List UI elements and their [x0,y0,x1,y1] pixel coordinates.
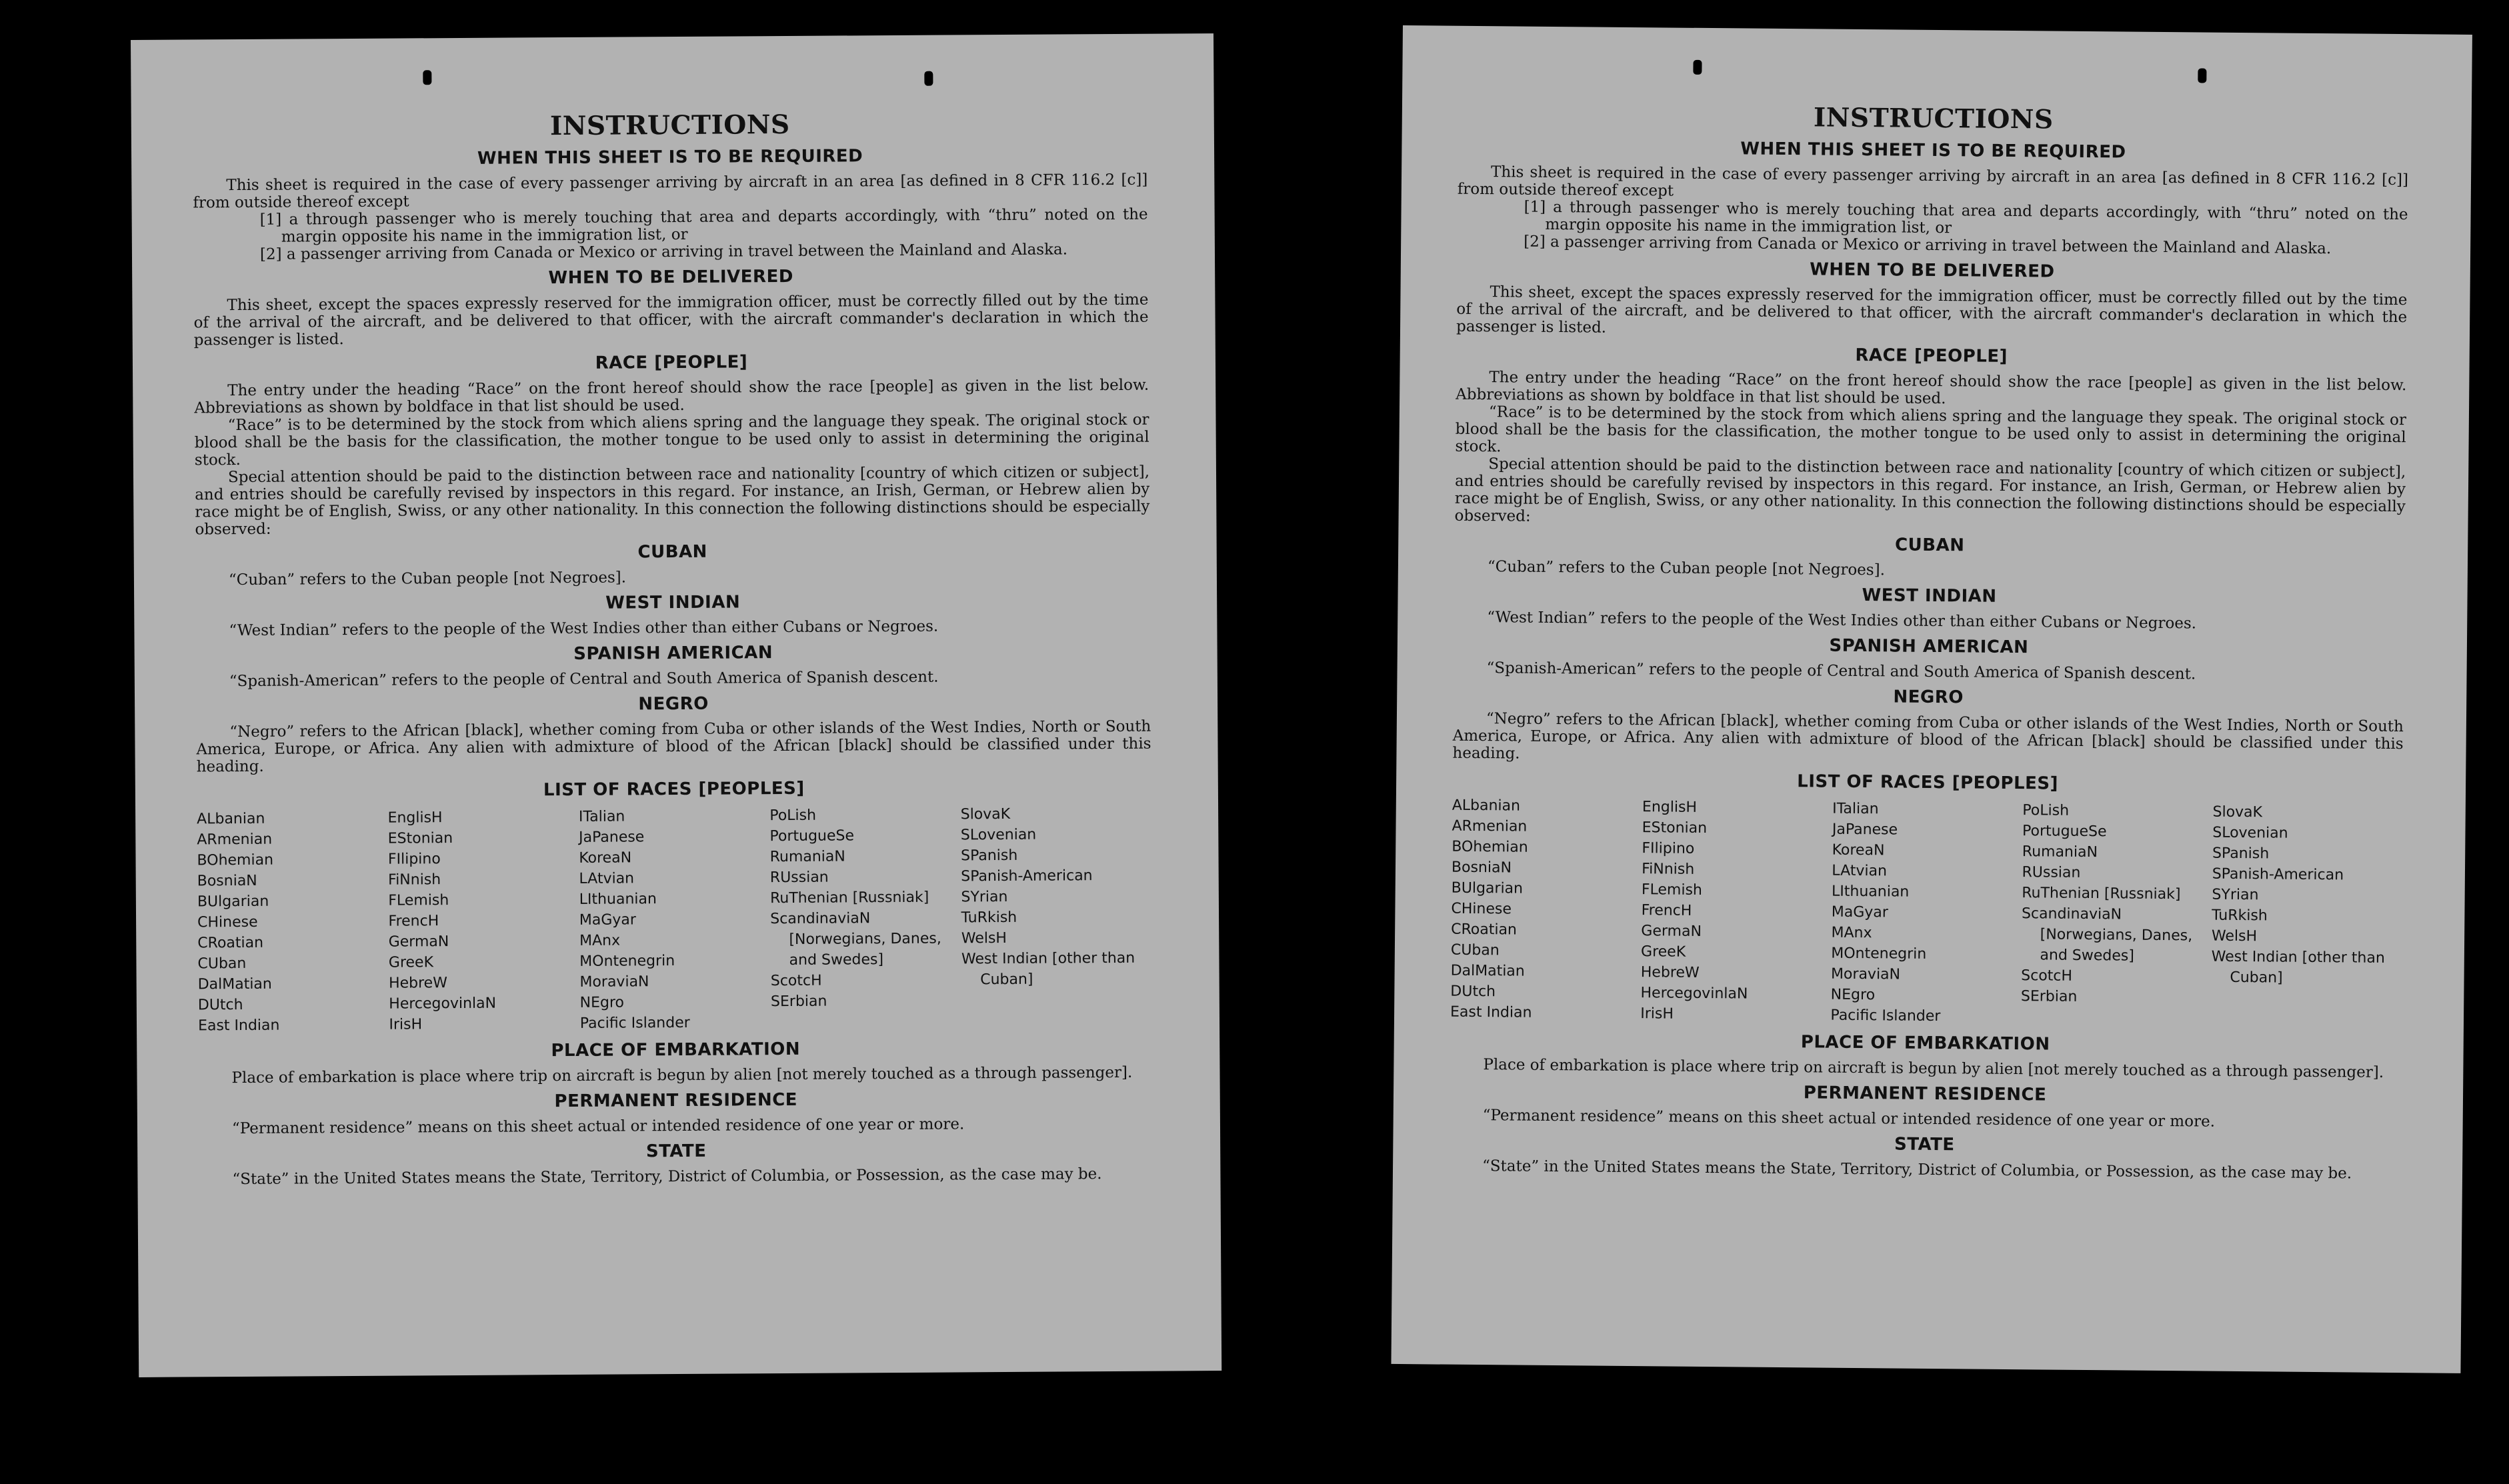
race-entry: ARmenian [1452,817,1528,835]
race-entry: LAtvian [1832,862,1888,880]
race-entry: West Indian [other than Cuban] [961,949,1135,989]
race-entry: EnglisH [1642,799,1698,816]
races-column [769,804,961,1033]
race-entry: HercegovinlaN [389,995,497,1013]
section-heading-embarkation: PLACE OF EMBARKATION [551,1039,801,1061]
race-entry: GermaN [1641,923,1702,940]
race-entry: PortugueSe [769,827,855,845]
races-column [387,807,579,1035]
race-entry: IrisH [1640,1005,1674,1023]
race-entry: Pacific Islander [579,1014,690,1032]
race-entry: PoLish [2022,802,2070,819]
race-entry: EStonian [1642,819,1708,837]
race-entry: DalMatian [1450,962,1525,980]
race-entry: DUtch [197,996,243,1014]
race-entry: FiNnish [1642,861,1695,878]
race-entry: BOhemian [1452,838,1528,856]
race-entry: RumaniaN [769,848,845,866]
punch-hole [423,70,431,85]
race-entry: LIthuanian [1831,883,1910,901]
race-entry: SLovenian [960,826,1037,844]
race-entry: Pacific Islander [1830,1007,1941,1025]
races-column [961,803,1153,1032]
section-heading-state: STATE [1894,1134,1955,1155]
embarkation-text: Place of embarkation is place where trip on aircraft is begun by alien [not merely touched as a through passenger]. [231,1063,1133,1087]
race-entry: ScotcH [2021,967,2073,985]
spanish-american-text: “Spanish-American” refers to the people of Central and South America of Spanish descent. [229,668,939,691]
races-column [579,805,771,1034]
section-heading-delivered: WHEN TO BE DELIVERED [1810,259,2055,282]
races-column [197,808,389,1037]
race-entry: SErbian [2020,988,2078,1005]
race-entry: SPanish-American [2212,865,2344,884]
race-entry: SYrian [961,888,1008,906]
race-entry: FIlipino [1642,840,1695,857]
race-entry: MOntenegrin [1831,945,1927,963]
race-entry: ITalian [578,808,625,825]
race-entry: SErbian [770,993,827,1011]
races-column [1450,795,1642,1024]
race-entry: East Indian [197,1017,280,1035]
race-paragraph-1: The entry under the heading “Race” on the front hereof should show the race [people] as given in the list below. Abbreviations as shown by boldface in that list should be used. [1456,369,2407,408]
required-item-1: [1] a through passenger who is merely touching that area and departs accordingly, with “thru” noted on the margin opposite his name in the immigration list, or [259,205,1148,246]
race-entry: NEgro [1830,986,1876,1004]
required-text: This sheet is required in the case of every passenger arriving by aircraft in an area [as defined in 8 CFR 116.2 [c]] from outside thereof except [193,171,1148,212]
section-heading-residence: PERMANENT RESIDENCE [1803,1083,2047,1105]
punch-hole [1693,60,1702,75]
race-entry: HercegovinlaN [1640,985,1748,1003]
race-entry: RUssian [769,869,829,887]
race-entry: SPanish-American [961,867,1093,885]
section-heading-cuban: CUBAN [637,541,708,563]
race-entry: GreeK [388,954,434,971]
races-list [197,803,1153,1037]
race-entry: CUban [1450,941,1500,959]
race-entry: CHinese [197,913,258,931]
race-entry: EnglisH [387,809,443,827]
race-paragraph-1: The entry under the heading “Race” on the front hereof should show the race [people] as given in the list below. Abbreviations as shown by boldface in that list should be used. [194,376,1149,417]
race-entry: LIthuanian [579,891,657,908]
race-entry: MAnx [1831,924,1872,942]
race-entry: RuThenian [Russniak] [2022,885,2181,903]
race-entry: MoraviaN [579,973,649,991]
embarkation-text: Place of embarkation is place where trip on aircraft is begun by alien [not merely touched as a through passenger]. [1483,1056,2384,1081]
race-paragraph-3: Special attention should be paid to the distinction between race and nationality [country of which citizen or subject], and entries should be carefully revised by inspectors in this regard. For instance, an Irish, German, or Hebrew alien by race might be of English, Swiss, or any other nationality. In this connection the following distinctions should be especially observed: [195,463,1150,539]
delivered-text: This sheet, except the spaces expressly reserved for the immigration officer, must be correctly filled out by the time of the arrival of the aircraft, and be delivered to that officer, with the aircraft commander's declaration in which the passenger is listed. [1456,283,2408,337]
punch-hole [924,71,933,86]
race-entry: MAnx [579,932,621,949]
races-column [1830,799,2022,1027]
race-entry: JaPanese [579,829,645,846]
race-entry: SlovaK [960,805,1011,823]
race-entry: CHinese [1451,900,1512,918]
race-entry: BosniaN [197,872,257,890]
race-entry: HebreW [388,975,448,992]
race-entry: GreeK [1640,943,1686,961]
page-title: INSTRUCTIONS [549,109,790,142]
section-heading-negro: NEGRO [638,693,709,715]
race-paragraph-2: “Race” is to be determined by the stock from which aliens spring and the language they speak. The original stock or blood shall be the basis for the classification, the mother tongue to be used only to assist in determining the original stock. [194,411,1149,469]
races-column [1640,797,1832,1025]
races-column [2021,800,2213,1029]
race-entry: ITalian [1832,800,1879,818]
section-heading-list-of-races: LIST OF RACES [PEOPLES] [543,778,805,801]
race-entry: FLemish [1641,881,1703,899]
race-entry: CUban [197,955,247,973]
page-title: INSTRUCTIONS [1813,102,2054,135]
race-entry: BUlgarian [1451,879,1524,897]
race-entry: NEgro [579,994,625,1011]
race-entry: PortugueSe [2022,823,2107,841]
section-heading-spanish-american: SPANISH AMERICAN [573,643,773,664]
race-entry: JaPanese [1832,821,1898,839]
section-heading-west-indian: WEST INDIAN [1862,585,1997,607]
residence-text: “Permanent residence” means on this sheet actual or intended residence of one year or more. [1482,1107,2216,1131]
section-heading-list-of-races: LIST OF RACES [PEOPLES] [1797,771,2059,794]
section-heading-negro: NEGRO [1893,687,1964,708]
punch-hole [2198,68,2206,83]
race-entry: DUtch [1450,983,1496,1001]
race-entry: KoreaN [1832,841,1885,859]
race-entry: ALbanian [197,810,265,828]
required-item-2: [2] a passenger arriving from Canada or Mexico or arriving in travel between the Mainland and Alaska. [1524,233,2332,258]
document-page-right [1391,25,2472,1373]
section-heading-cuban: CUBAN [1894,535,1965,556]
race-entry: LAtvian [579,870,635,887]
race-entry: WelsH [961,929,1007,947]
section-heading-delivered: WHEN TO BE DELIVERED [548,266,793,289]
race-entry: GermaN [388,933,449,951]
race-entry: RumaniaN [2022,843,2098,861]
race-entry: RuThenian [Russniak] [769,889,929,907]
race-entry: West Indian [other than Cuban] [2211,948,2385,987]
race-entry: SPanish [2212,845,2270,863]
state-text: “State” in the United States means the State, Territory, District of Columbia, or Possession, as the case may be. [1482,1157,2352,1183]
race-paragraph-3: Special attention should be paid to the distinction between race and nationality [country of which citizen or subject], and entries should be carefully revised by inspectors in this regard. For instance, an Irish, German, or Hebrew alien by race might be of English, Swiss, or any other nationality. In this connection the following distinctions should be especially observed: [1454,455,2406,525]
race-entry: BOhemian [197,851,274,869]
state-text: “State” in the United States means the State, Territory, District of Columbia, or Possession, as the case may be. [232,1165,1102,1189]
negro-text: “Negro” refers to the African [black], whether coming from Cuba or other islands of the West Indies, North or South America, Europe, or Africa. Any alien with admixture of blood of the African [black] should be classified under this heading. [196,717,1151,776]
west-indian-text: “West Indian” refers to the people of the West Indies other than either Cubans or Negroes. [229,617,939,640]
section-heading-required: WHEN THIS SHEET IS TO BE REQUIRED [1740,139,2126,163]
document-page-left [131,33,1221,1377]
race-entry: TuRkish [961,909,1017,927]
section-heading-residence: PERMANENT RESIDENCE [554,1089,798,1112]
race-entry: ScandinaviaN [Norwegians, Danes, and Swedes] [770,910,941,969]
race-entry: FIlipino [387,851,441,868]
negro-text: “Negro” refers to the African [black], whether coming from Cuba or other islands of the West Indies, North or South America, Europe, or Africa. Any alien with admixture of blood of the African [black] should be classified under this heading. [1452,710,2404,763]
race-entry: MoraviaN [1830,965,1901,983]
race-entry: IrisH [389,1016,423,1033]
section-heading-state: STATE [645,1141,707,1162]
race-entry: HebreW [1640,964,1700,981]
residence-text: “Permanent residence” means on this sheet actual or intended residence of one year or more. [231,1115,965,1138]
race-entry: MOntenegrin [579,953,675,970]
required-text: This sheet is required in the case of every passenger arriving by aircraft in an area [as defined in 8 CFR 116.2 [c]] from outside thereof except [1457,163,2409,200]
race-paragraph-2: “Race” is to be determined by the stock from which aliens spring and the language they speak. The original stock or blood shall be the basis for the classification, the mother tongue to be used only to assist in determining the original stock. [1455,403,2407,456]
west-indian-text: “West Indian” refers to the people of the West Indies other than either Cubans or Negroes. [1487,609,2197,633]
required-item-1: [1] a through passenger who is merely touching that area and departs accordingly, with “thru” noted on the margin opposite his name in the immigration list, or [1524,198,2408,237]
race-entry: ScotcH [770,972,822,990]
cuban-text: “Cuban” refers to the Cuban people [not Negroes]. [228,569,627,589]
race-entry: CRoatian [197,934,264,952]
section-heading-embarkation: PLACE OF EMBARKATION [1800,1032,2050,1055]
race-entry: DalMatian [197,975,272,993]
race-entry: PoLish [769,807,817,825]
cuban-text: “Cuban” refers to the Cuban people [not Negroes]. [1487,558,1886,579]
race-entry: ScandinaviaN [Norwegians, Danes, and Swedes] [2021,905,2193,965]
race-entry: ALbanian [1452,797,1521,815]
section-heading-required: WHEN THIS SHEET IS TO BE REQUIRED [477,146,863,169]
race-entry: East Indian [1450,1003,1532,1021]
race-entry: CRoatian [1451,921,1518,939]
race-entry: FrencH [388,913,439,930]
race-entry: TuRkish [2212,907,2268,925]
race-entry: ARmenian [197,831,273,849]
races-list [1450,795,2403,1031]
race-entry: BosniaN [1451,859,1512,877]
race-entry: SlovaK [2212,803,2263,821]
race-entry: BUlgarian [197,893,269,911]
races-column [2211,802,2403,1031]
spanish-american-text: “Spanish-American” refers to the people of Central and South America of Spanish descent. [1486,659,2196,683]
race-entry: SPanish [960,847,1018,865]
race-entry: FrencH [1641,902,1692,919]
race-entry: FLemish [388,892,449,909]
section-heading-race: RACE [PEOPLE] [595,352,748,373]
race-entry: RUssian [2022,864,2081,881]
race-entry: WelsH [2211,927,2258,945]
section-heading-spanish-american: SPANISH AMERICAN [1829,635,2029,658]
race-entry: FiNnish [388,871,441,889]
delivered-text: This sheet, except the spaces expressly reserved for the immigration officer, must be correctly filled out by the time of the arrival of the aircraft, and be delivered to that officer, with the aircraft commander's declaration in which the passenger is listed. [193,291,1149,349]
race-entry: MaGyar [579,911,636,929]
race-entry: MaGyar [1831,903,1888,921]
required-item-2: [2] a passenger arriving from Canada or Mexico or arriving in travel between the Mainland and Alaska. [259,241,1068,263]
race-entry: SYrian [2212,886,2259,904]
section-heading-west-indian: WEST INDIAN [605,592,741,613]
race-entry: KoreaN [579,849,632,867]
race-entry: EStonian [387,830,453,847]
race-entry: SLovenian [2212,824,2288,842]
section-heading-race: RACE [PEOPLE] [1855,345,2008,367]
